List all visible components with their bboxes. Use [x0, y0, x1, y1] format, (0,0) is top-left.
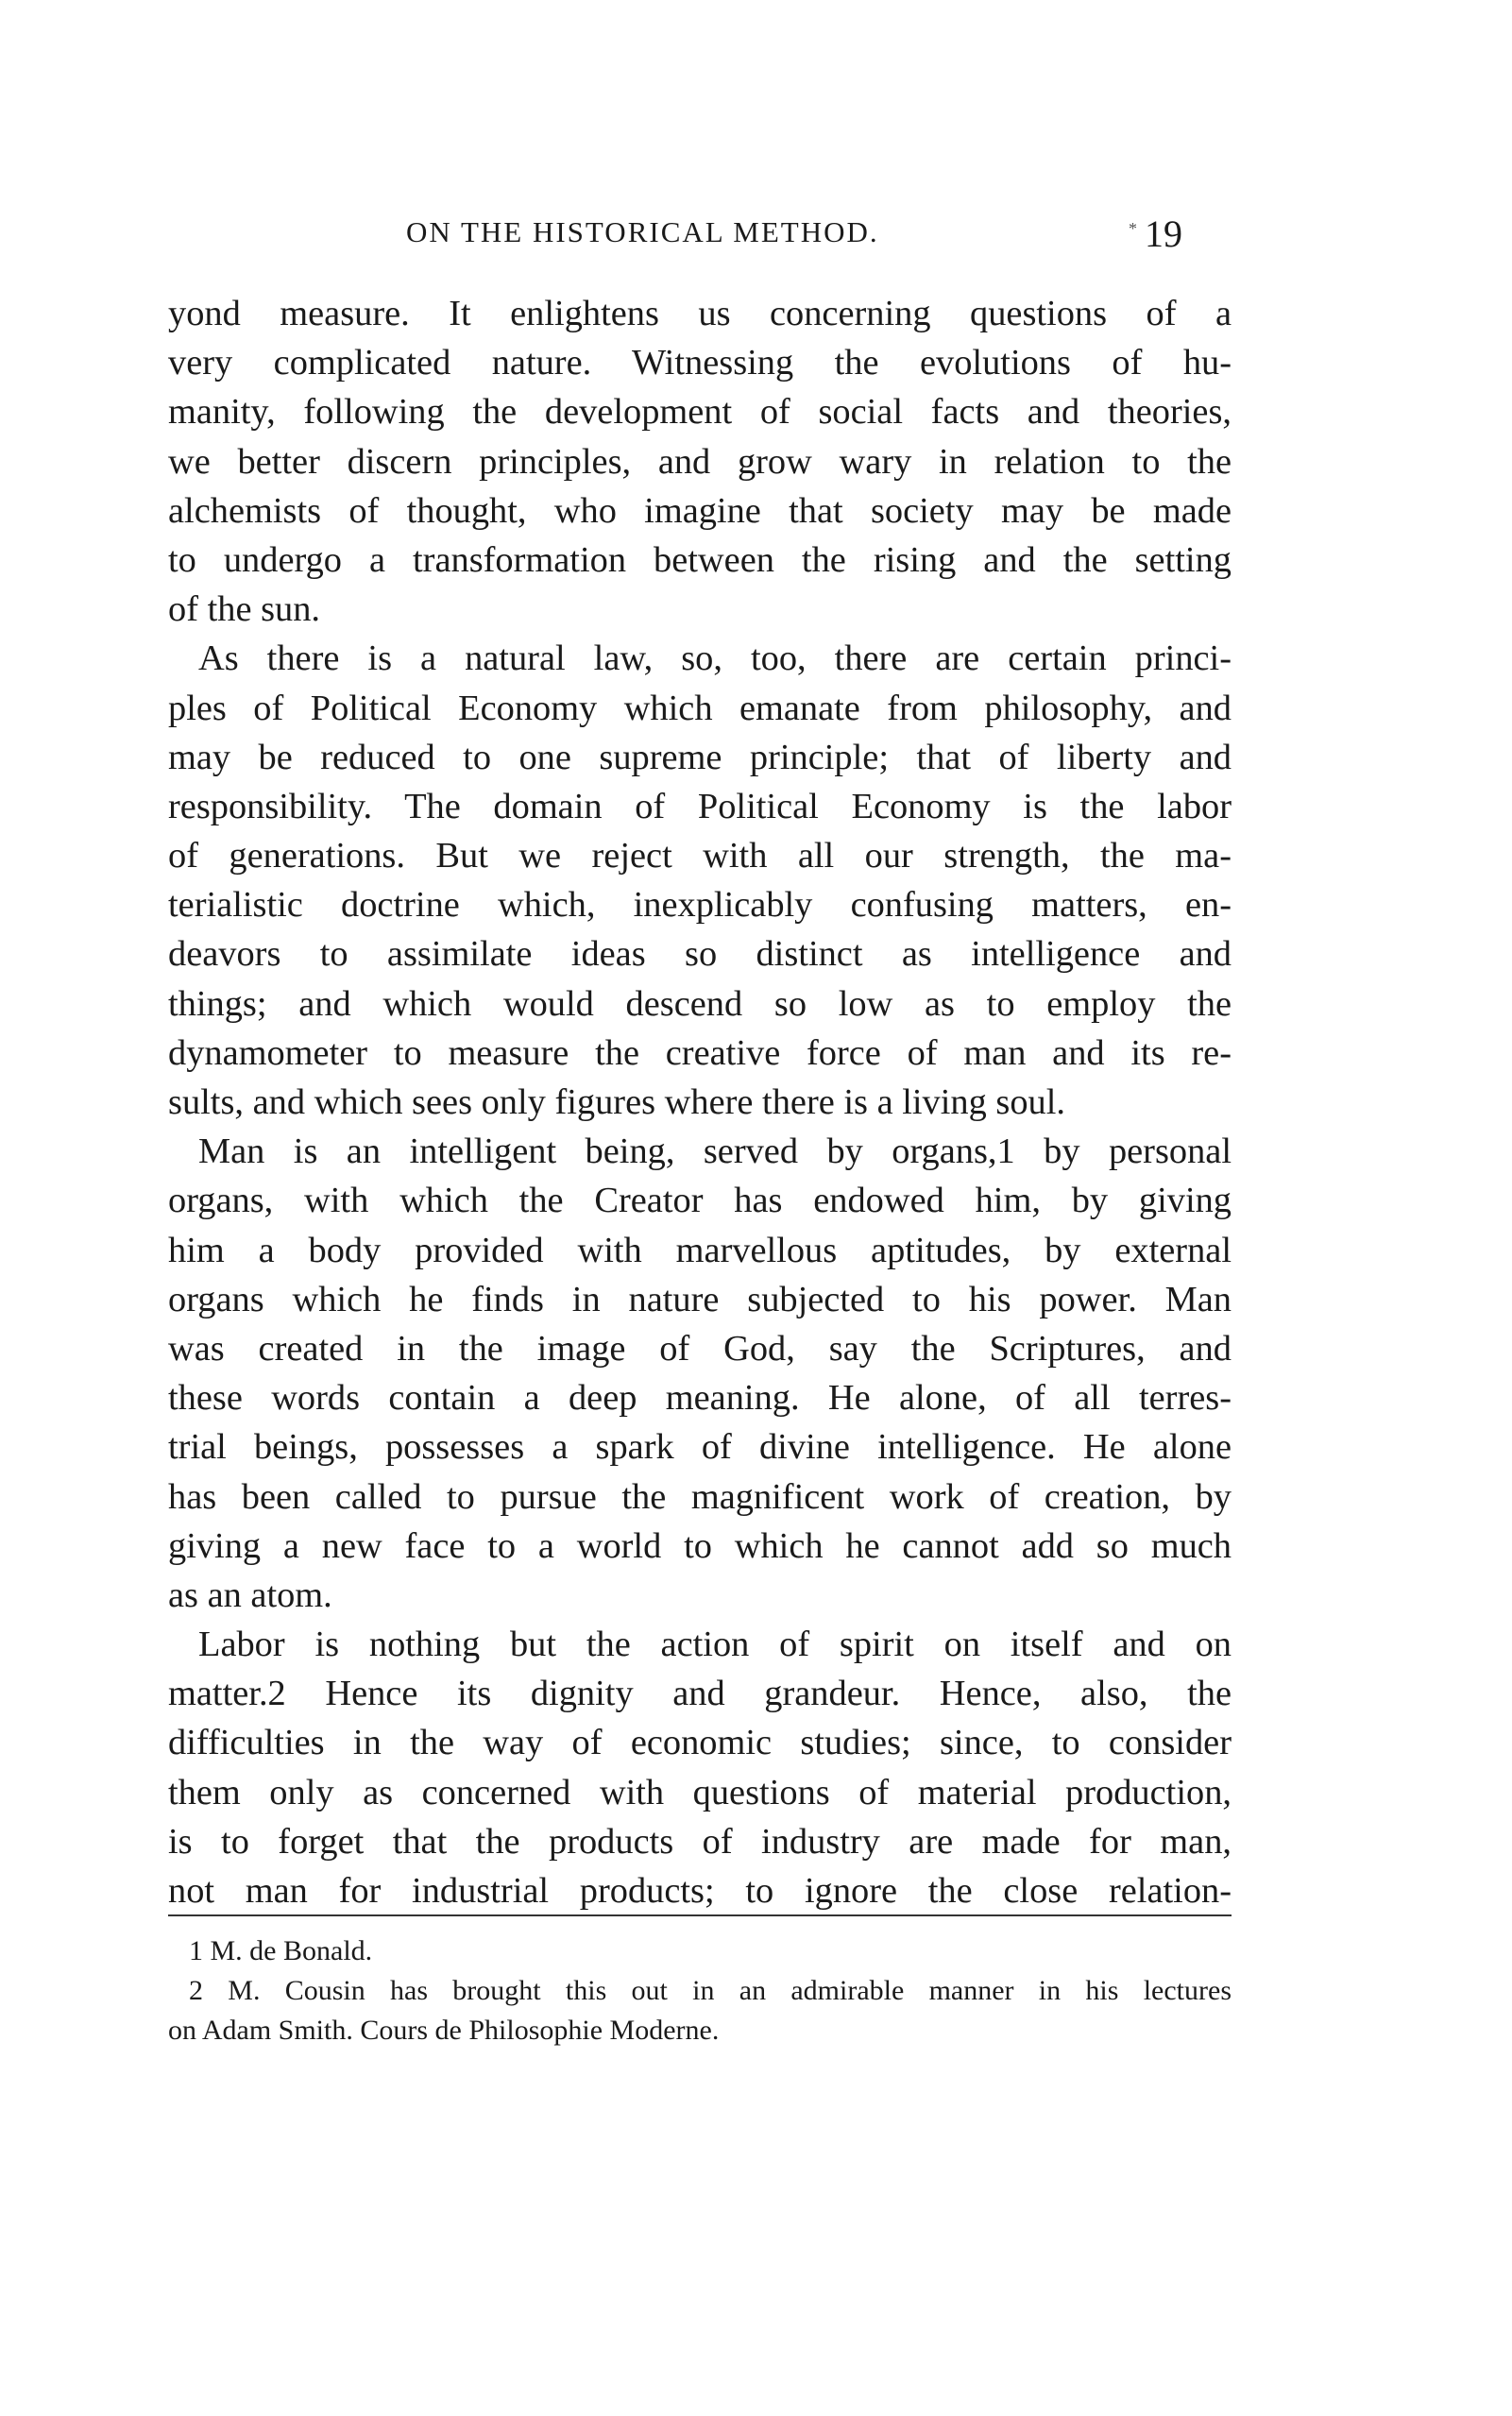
text-line: manity, following the development of social facts and theories,	[168, 392, 1232, 433]
text-line: very complicated nature. Witnessing the evolutions of hu-	[168, 343, 1232, 383]
text-line: As there is a natural law, so, too, there are certain princi-	[198, 638, 1232, 679]
text-line: organs, with which the Creator has endowed him, by giving	[168, 1181, 1232, 1221]
text-line: of the sun.	[168, 589, 321, 630]
text-line: organs which he finds in nature subjected to his power. Man	[168, 1279, 1232, 1319]
text-line: responsibility. The domain of Political Economy is the labor	[168, 786, 1232, 826]
text-line: terialistic doctrine which, inexplicably confusing matters, en-	[168, 885, 1232, 926]
footnote-line: on Adam Smith. Cours de Philosophie Moderne.	[168, 2015, 720, 2046]
text-line: dynamometer to measure the creative force of man and its re-	[168, 1032, 1232, 1073]
text-line: to undergo a transformation between the rising and the setting	[168, 539, 1232, 580]
text-line: things; and which would descend so low as to employ the	[168, 983, 1232, 1024]
body-text	[168, 289, 1232, 1915]
text-line: has been called to pursue the magnificent work of creation, by	[168, 1476, 1232, 1517]
text-line: deavors to assimilate ideas so distinct as intelligence and	[168, 934, 1232, 975]
text-line: them only as concerned with questions of material production,	[168, 1772, 1232, 1812]
page-number: 19	[1145, 213, 1182, 255]
text-line: trial beings, possesses a spark of divine intelligence. He alone	[168, 1427, 1232, 1468]
footnotes	[168, 1931, 1232, 2050]
text-line: sults, and which sees only figures where there is a living soul.	[168, 1082, 1065, 1122]
text-line: not man for industrial products; to ignore the close relation-	[168, 1871, 1232, 1911]
footnote-line: 1 M. de Bonald.	[189, 1935, 373, 1966]
running-header	[170, 215, 1228, 257]
text-line: is to forget that the products of industry are made for man,	[168, 1821, 1232, 1862]
footnote-line: 2 M. Cousin has brought this out in an admirable manner in his lectures	[189, 1975, 1232, 2006]
text-line: we better discern principles, and grow wary in relation to the	[168, 441, 1232, 482]
text-line: alchemists of thought, who imagine that society may be made	[168, 490, 1232, 531]
text-line: giving a new face to a world to which he cannot add so much	[168, 1525, 1232, 1566]
text-line: difficulties in the way of economic studies; since, to consider	[168, 1723, 1232, 1763]
text-line: as an atom.	[168, 1574, 332, 1615]
text-line: ples of Political Economy which emanate from philosophy, and	[168, 688, 1232, 728]
text-line: matter.2 Hence its dignity and grandeur. Hence, also, the	[168, 1674, 1232, 1714]
text-line: of generations. But we reject with all our strength, the ma-	[168, 836, 1232, 876]
page-mark: *	[1129, 219, 1137, 238]
text-line: was created in the image of God, say the Scriptures, and	[168, 1328, 1232, 1369]
text-line: Labor is nothing but the action of spirit on itself and on	[198, 1625, 1232, 1665]
text-line: yond measure. It enlightens us concerning questions of a	[168, 294, 1232, 333]
text-line: these words contain a deep meaning. He alone, of all terres-	[168, 1378, 1232, 1419]
running-title: ON THE HISTORICAL METHOD.	[406, 215, 879, 248]
text-line: may be reduced to one supreme principle; that of liberty and	[168, 737, 1232, 777]
text-line: him a body provided with marvellous aptitudes, by external	[168, 1230, 1232, 1270]
text-line: Man is an intelligent being, served by organs,1 by personal	[198, 1131, 1232, 1172]
footnote-rule	[168, 1914, 1232, 1916]
